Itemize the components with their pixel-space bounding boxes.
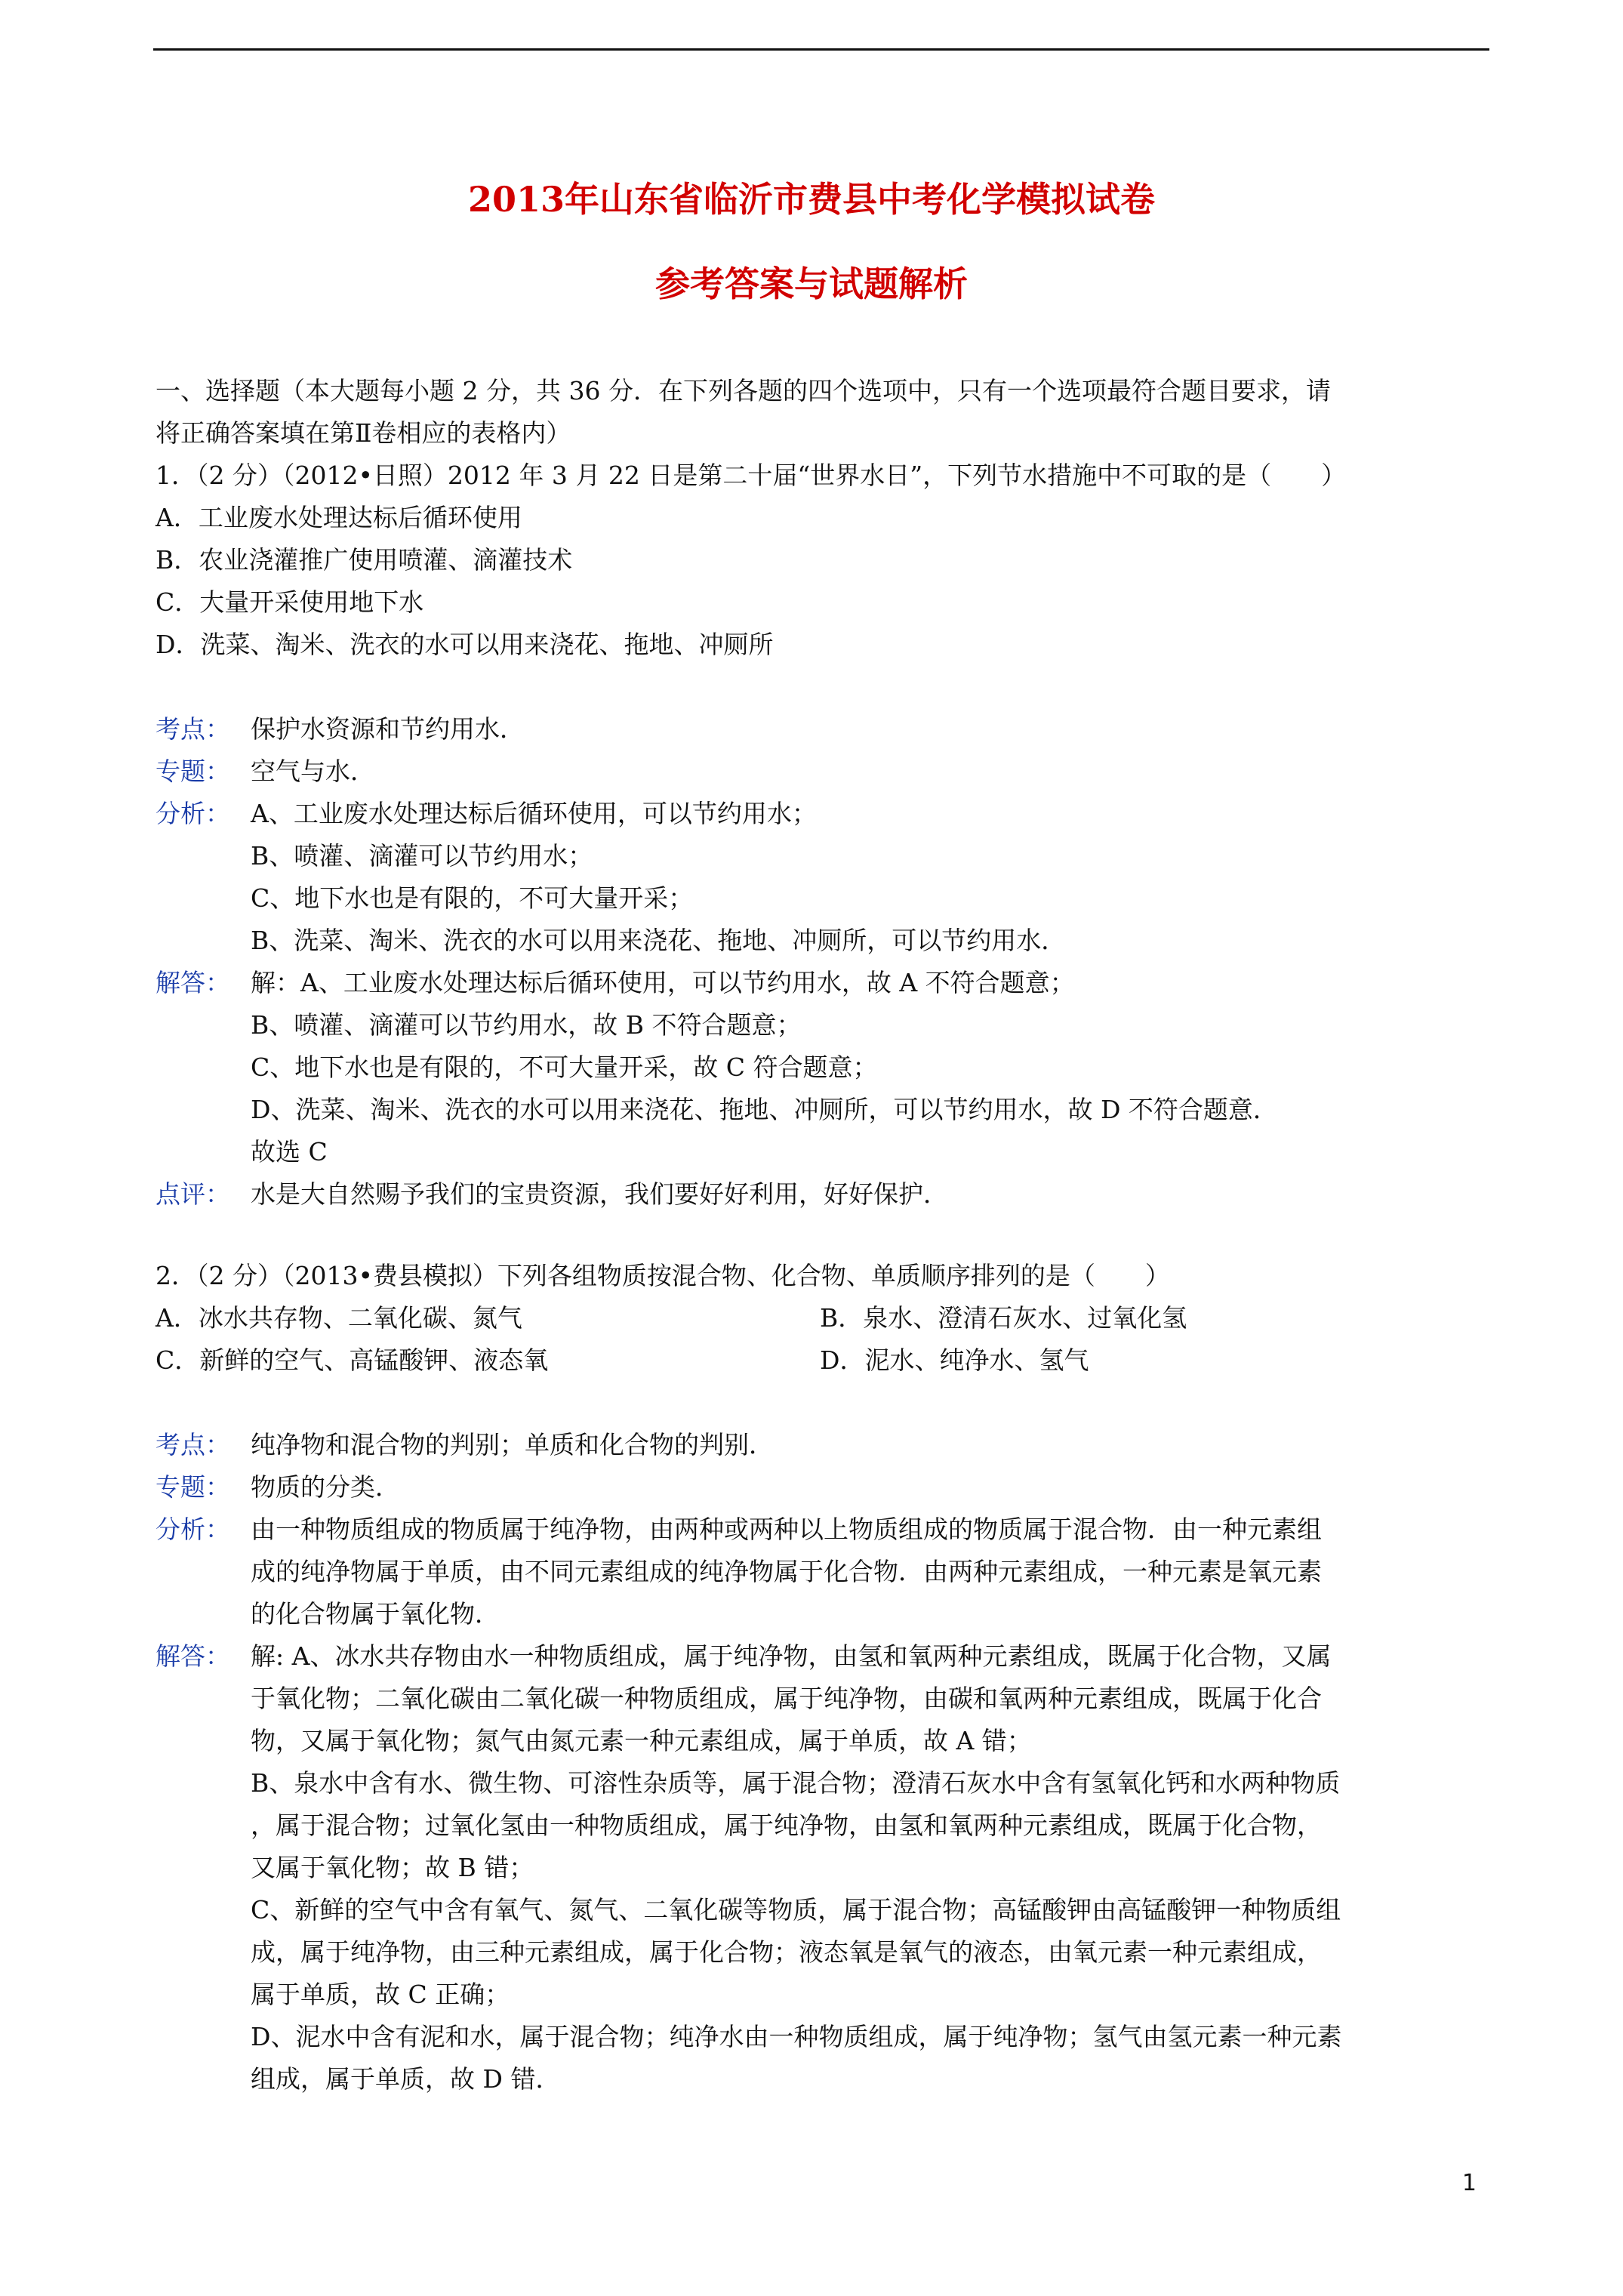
option-d: D．泥水、纯净水、氢气 <box>820 1345 1089 1375</box>
zhuanti-label: 专题： <box>156 1472 230 1502</box>
page-number: 1 <box>1461 2170 1477 2196</box>
question-1-analysis <box>156 708 1492 1216</box>
option-a: A．冰水共存物、二氧化碳、氮气 <box>156 1303 522 1333</box>
fenxi-row <box>156 793 1492 835</box>
fenxi-label: 分析： <box>156 1515 230 1544</box>
fenxi-label: 分析： <box>156 799 230 828</box>
zhuanti-row <box>156 750 1492 793</box>
jieda-label: 解答： <box>156 1641 230 1671</box>
question-1 <box>156 455 1492 666</box>
question-stem: 1．（2 分）（2012•日照）2012 年 3 月 22 日是第二十届“世界水日”，下列节水措施中不可取的是（ ） <box>156 461 1347 490</box>
jieda-text: C、新鲜的空气中含有氧气、氮气、二氧化碳等物质，属于混合物；高锰酸钾由高锰酸钾一种物质组 <box>251 1895 1341 1925</box>
fenxi-text: C、地下水也是有限的，不可大量开采； <box>251 883 694 913</box>
jieda-text: ，属于混合物；过氧化氢由一种物质组成，属于纯净物，由氢和氧两种元素组成，既属于化合物， <box>251 1811 1322 1840</box>
kaodian-text: 保护水资源和节约用水． <box>251 714 525 744</box>
jieda-text: B、泉水中含有水、微生物、可溶性杂质等，属于混合物；澄清石灰水中含有氢氧化钙和水两种物质 <box>251 1768 1341 1798</box>
kaodian-label: 考点： <box>156 1430 230 1459</box>
jieda-text: 于氧化物；二氧化碳由二氧化碳一种物质组成，属于纯净物，由碳和氧两种元素组成，既属于化合 <box>251 1684 1322 1713</box>
option-d: D．洗菜、淘米、洗衣的水可以用来浇花、拖地、冲厕所 <box>156 630 774 659</box>
jieda-text: B、喷灌、滴灌可以节约用水，故 B 不符合题意； <box>251 1010 802 1040</box>
jieda-text: 物，又属于氧化物；氮气由氮元素一种元素组成，属于单质，故 A 错； <box>251 1726 1032 1755</box>
fenxi-text: B、洗菜、淘米、洗衣的水可以用来浇花、拖地、冲厕所，可以节约用水． <box>251 926 1067 955</box>
zhuanti-row <box>156 1466 1492 1509</box>
option-b: B．农业浇灌推广使用喷灌、滴灌技术 <box>156 545 573 575</box>
kaodian-text: 纯净物和混合物的判别；单质和化合物的判别． <box>251 1430 774 1459</box>
fenxi-text: B、喷灌、滴灌可以节约用水； <box>251 841 593 871</box>
jieda-text: 解: A、冰水共存物由水一种物质组成，属于纯净物，由氢和氧两种元素组成，既属于化合物，又属 <box>251 1641 1332 1671</box>
jieda-text: D、泥水中含有泥和水，属于混合物；纯净水由一种物质组成，属于纯净物；氢气由氢元素一种元素 <box>251 2022 1342 2051</box>
jieda-text: 成，属于纯净物，由三种元素组成，属于化合物；液态氧是氧气的液态，由氧元素一种元素组成， <box>251 1937 1322 1967</box>
jieda-text: C、地下水也是有限的，不可大量开采，故 C 符合题意； <box>251 1052 878 1082</box>
option-c: C．大量开采使用地下水 <box>156 587 424 617</box>
fenxi-text: 由一种物质组成的物质属于纯净物，由两种或两种以上物质组成的物质属于混合物．由一种元素组 <box>251 1515 1322 1544</box>
zhuanti-label: 专题： <box>156 757 230 786</box>
question-2-analysis <box>156 1424 1492 2100</box>
jieda-text: 解：A、工业废水处理达标后循环使用，可以节约用水，故 A 不符合题意； <box>251 968 1075 997</box>
options-row <box>156 1339 1492 1382</box>
kaodian-row <box>156 1424 1492 1466</box>
document-subtitle: 参考答案与试题解析 <box>655 264 968 304</box>
dianping-row <box>156 1173 1492 1216</box>
option-c: C．新鲜的空气、高锰酸钾、液态氧 <box>156 1345 549 1375</box>
jieda-label: 解答： <box>156 968 230 997</box>
question-stem: 2．（2 分）（2013•费县模拟）下列各组物质按混合物、化合物、单质顺序排列的是（ ） <box>156 1261 1170 1290</box>
jieda-text: D、洗菜、淘米、洗衣的水可以用来浇花、拖地、冲厕所，可以节约用水，故 D 不符合题意． <box>251 1095 1278 1124</box>
kaodian-label: 考点： <box>156 714 230 744</box>
kaodian-row <box>156 708 1492 750</box>
option-b: B．泉水、澄清石灰水、过氧化氢 <box>820 1303 1187 1333</box>
jieda-text: 故选 C <box>251 1137 328 1166</box>
dianping-label: 点评： <box>156 1179 230 1209</box>
options-row <box>156 1297 1492 1339</box>
dianping-text: 水是大自然赐予我们的宝贵资源，我们要好好利用，好好保护． <box>251 1179 948 1209</box>
fenxi-text: A、工业废水处理达标后循环使用，可以节约用水； <box>251 799 817 828</box>
section-heading-line: 一、选择题（本大题每小题 2 分，共 36 分．在下列各题的四个选项中，只有一个选项最符合题目要求，请 <box>156 376 1331 405</box>
option-a: A．工业废水处理达标后循环使用 <box>156 503 522 532</box>
fenxi-text: 成的纯净物属于单质，由不同元素组成的纯净物属于化合物．由两种元素组成，一种元素是氧元素 <box>251 1557 1322 1586</box>
jieda-row <box>156 962 1492 1004</box>
jieda-text: 又属于氧化物；故 B 错； <box>251 1853 534 1882</box>
document-title: 2013年山东省临沂市费县中考化学模拟试卷 <box>467 179 1156 220</box>
fenxi-row <box>156 1509 1492 1551</box>
section-heading-line: 将正确答案填在第Ⅱ卷相应的表格内） <box>156 418 571 448</box>
zhuanti-text: 物质的分类． <box>251 1472 400 1502</box>
header-rule <box>153 48 1489 51</box>
jieda-text: 属于单质，故 C 正确； <box>251 1980 510 2009</box>
question-2 <box>156 1255 1492 1382</box>
section-heading <box>156 370 1492 455</box>
fenxi-text: 的化合物属于氧化物． <box>251 1599 500 1629</box>
jieda-row <box>156 1635 1492 1678</box>
jieda-text: 组成，属于单质，故 D 错． <box>251 2064 561 2094</box>
zhuanti-text: 空气与水． <box>251 757 375 786</box>
